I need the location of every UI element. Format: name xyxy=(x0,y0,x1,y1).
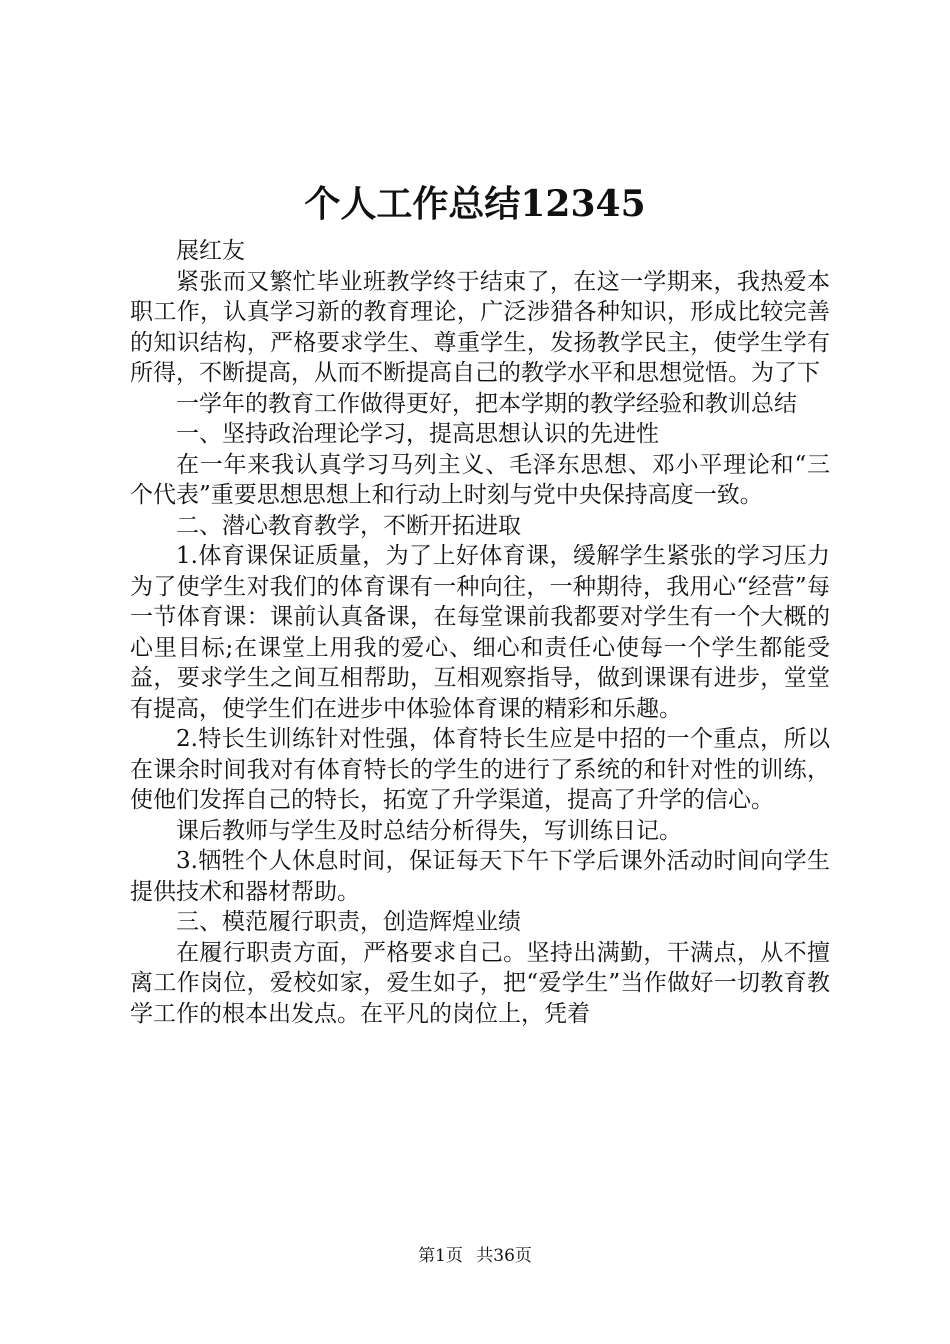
paragraph-item-2: 2.特长生训练针对性强，体育特长生应是中招的一个重点，所以在课余时间我对有体育特长的学生的进行了系统的和针对性的训练，使他们发挥自己的特长，拓宽了升学渠道，提高了升学的信心。 xyxy=(130,726,830,813)
paragraph-section-3: 在履行职责方面，严格要求自己。坚持出满勤，干满点，从不擅离工作岗位，爱校如家，爱生如子，把“爱学生”当作做好一切教育教学工作的根本出发点。在平凡的岗位上，凭着 xyxy=(130,939,830,1027)
paragraph-intro-cont: 一学年的教育工作做得更好，把本学期的教学经验和教训总结 xyxy=(176,390,797,417)
page-number: 第1页 xyxy=(418,1246,463,1266)
section-heading-2: 二、潜心教育教学，不断开拓进取 xyxy=(176,512,521,539)
document-title: 个人工作总结12345 xyxy=(304,183,646,225)
paragraph-section-1: 在一年来我认真学习马列主义、毛泽东思想、邓小平理论和“三个代表”重要思想思想上和行动上时刻与党中央保持高度一致。 xyxy=(130,451,830,508)
author-name: 展红友 xyxy=(176,238,245,264)
section-heading-3: 三、模范履行职责，创造辉煌业绩 xyxy=(176,909,521,935)
paragraph-item-3: 3.牺牲个人休息时间，保证每天下午下学后课外活动时间向学生提供技术和器材帮助。 xyxy=(130,848,830,905)
paragraph-item-1: 1.体育课保证质量，为了上好体育课，缓解学生紧张的学习压力为了使学生对我们的体育课有一种向往，一种期待，我用心“经营”每一节体育课：课前认真备课，在每堂课前我都要对学生有一个大概的心里目标;在课堂上用我的爱心、细心和责任心使每一个学生都能受益，要求学生之间互相帮助，互相观察指导，做到课课有进步，堂堂有提高，使学生们在进步中体验体育课的精彩和乐趣。 xyxy=(130,543,830,722)
page-footer xyxy=(0,1244,950,1268)
paragraph-training-note: 课后教师与学生及时总结分析得失，写训练日记。 xyxy=(176,817,682,844)
page-total: 共36页 xyxy=(476,1246,532,1266)
section-heading-1: 一、坚持政治理论学习，提高思想认识的先进性 xyxy=(176,421,659,447)
paragraph-intro: 紧张而又繁忙毕业班教学终于结束了，在这一学期来，我热爱本职工作，认真学习新的教育理论，广泛涉猎各种知识，形成比较完善的知识结构，严格要求学生、尊重学生，发扬教学民主，使学生学有所得，不断提高，从而不断提高自己的教学水平和思想觉悟。为了下 xyxy=(130,268,830,386)
document-body xyxy=(130,236,830,1029)
